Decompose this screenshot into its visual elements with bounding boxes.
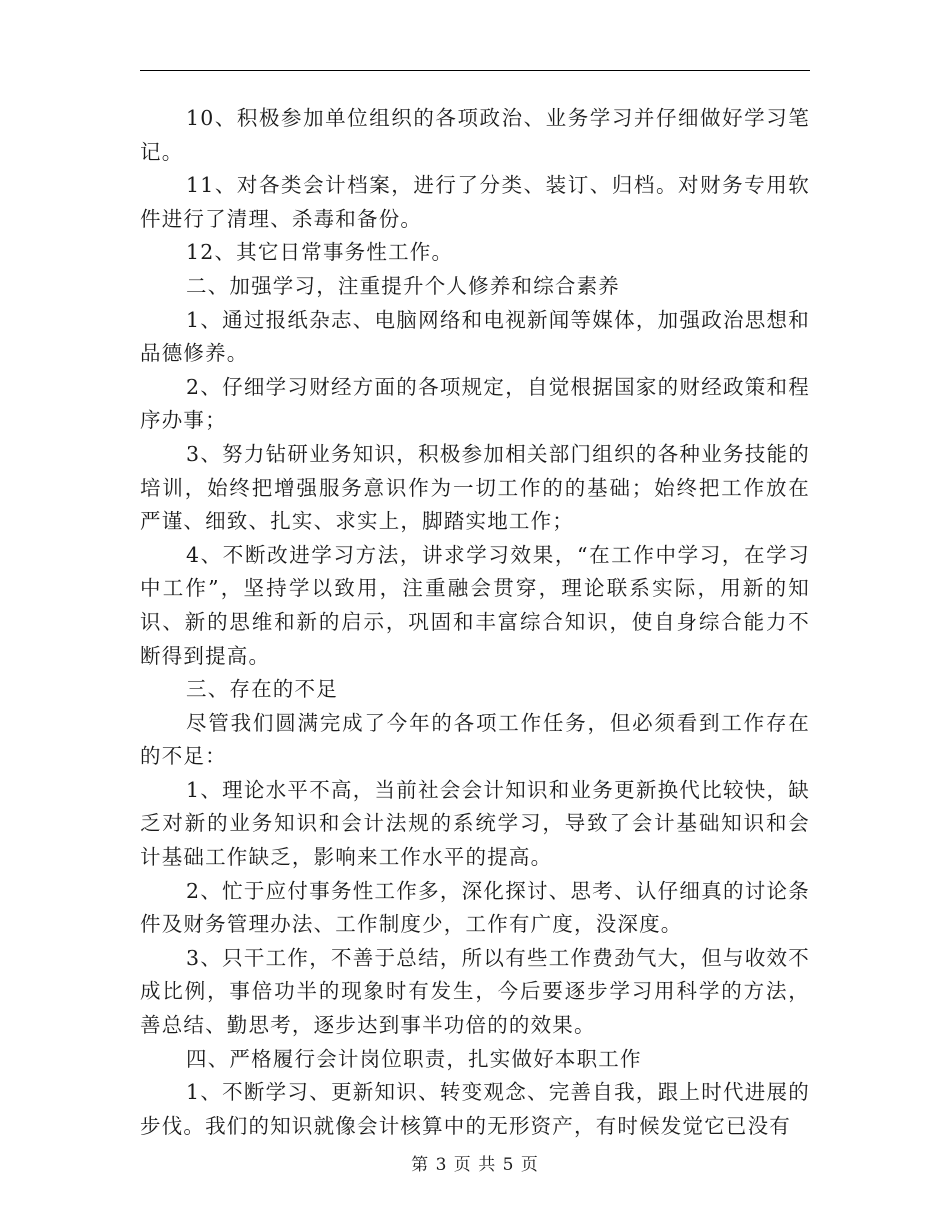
- section-heading: 三、存在的不足: [186, 677, 338, 702]
- paragraph: 3、只干工作，不善于总结，所以有些工作费劲气大，但与收效不成比例，事倍功半的现象时有发生，今后要逐步学习用科学的方法，善总结、勤思考，逐步达到事半功倍的的效果。: [140, 945, 810, 1038]
- paragraph: 1、通过报纸杂志、电脑网络和电视新闻等媒体，加强政治思想和品德修养。: [140, 307, 810, 366]
- paragraph: 4、不断改进学习方法，讲求学习效果，“在工作中学习，在学习中工作”，坚持学以致用，注重融会贯穿，理论联系实际，用新的知识、新的思维和新的启示，巩固和丰富综合知识，使自身综合能力不断得到提高。: [140, 542, 810, 668]
- paragraph: 3、努力钻研业务知识，积极参加相关部门组织的各种业务技能的培训，始终把增强服务意识作为一切工作的的基础；始终把工作放在严谨、细致、扎实、求实上，脚踏实地工作；: [140, 441, 810, 534]
- paragraph: 1、理论水平不高，当前社会会计知识和业务更新换代比较快，缺乏对新的业务知识和会计法规的系统学习，导致了会计基础知识和会计基础工作缺乏，影响来工作水平的提高。: [140, 777, 810, 870]
- paragraph: 1、不断学习、更新知识、转变观念、完善自我，跟上时代进展的步伐。我们的知识就像会计核算中的无形资产，有时候发觉它已没有: [140, 1080, 810, 1138]
- page-number: 第 3 页 共 5 页: [411, 1155, 539, 1175]
- paragraph: 11、对各类会计档案，进行了分类、装订、归档。对财务专用软件进行了清理、杀毒和备份。: [140, 173, 810, 231]
- paragraph: 10、积极参加单位组织的各项政治、业务学习并仔细做好学习笔记。: [140, 106, 810, 164]
- paragraph: 尽管我们圆满完成了今年的各项工作任务，但必须看到工作存在的不足：: [140, 710, 810, 769]
- document-body: [140, 102, 810, 1143]
- paragraph: 12、其它日常事务性工作。: [186, 240, 454, 265]
- section-heading: 四、严格履行会计岗位职责，扎实做好本职工作: [186, 1046, 642, 1071]
- header-rule: [140, 70, 810, 71]
- section-heading: 二、加强学习，注重提升个人修养和综合素养: [186, 273, 620, 298]
- paragraph: 2、忙于应付事务性工作多，深化探讨、思考、认仔细真的讨论条件及财务管理办法、工作制度少，工作有广度，没深度。: [140, 878, 810, 937]
- paragraph: 2、仔细学习财经方面的各项规定，自觉根据国家的财经政策和程序办事；: [140, 374, 810, 433]
